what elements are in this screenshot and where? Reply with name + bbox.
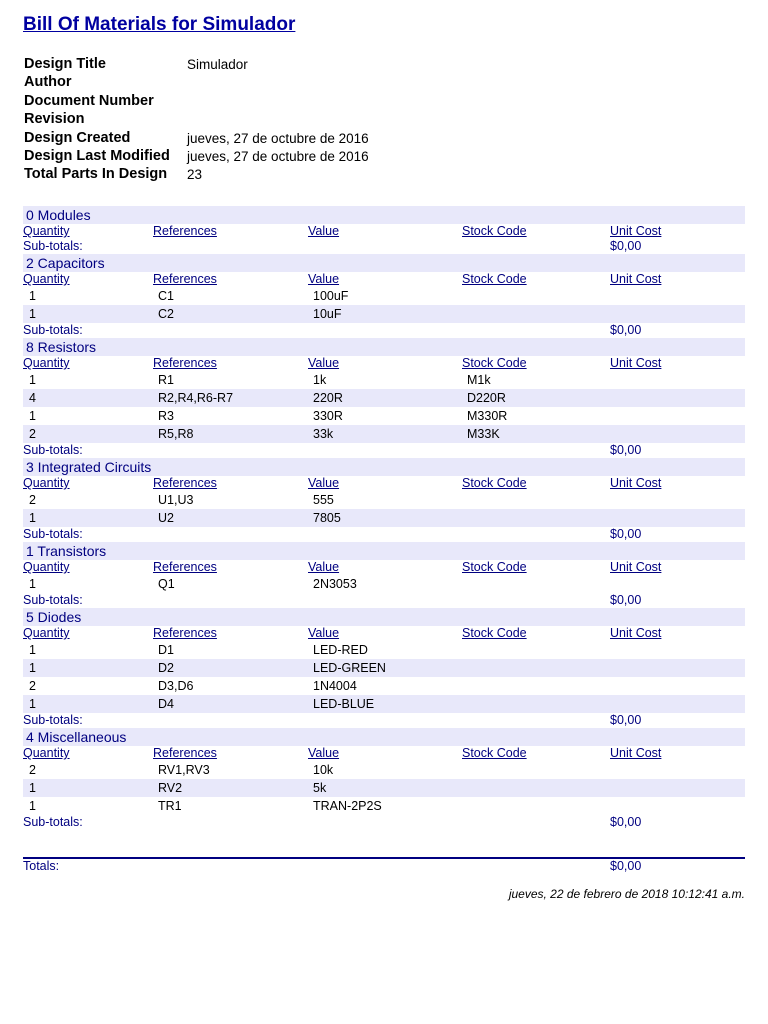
column-header-stock-code: Stock Code: [462, 476, 527, 490]
references-cell: RV2: [158, 781, 183, 795]
totals-row: [23, 859, 745, 875]
subtotal-value: $0,00: [610, 239, 642, 253]
value-cell: LED-GREEN: [313, 661, 386, 675]
subtotal-value: $0,00: [610, 713, 642, 727]
column-header-value: Value: [308, 746, 340, 760]
references-cell: U1,U3: [158, 493, 194, 507]
column-header-quantity: Quantity: [23, 560, 70, 574]
subtotal-row: [23, 713, 745, 728]
subtotal-label: Sub-totals:: [23, 443, 83, 457]
references-cell: R3: [158, 409, 174, 423]
value-cell: 100uF: [313, 289, 349, 303]
info-label: Design Last Modified: [24, 147, 170, 164]
subtotal-row: [23, 527, 745, 542]
info-label: Document Number: [24, 92, 154, 109]
value-cell: 1N4004: [313, 679, 357, 693]
subtotal-row: [23, 323, 745, 338]
subtotal-label: Sub-totals:: [23, 593, 83, 607]
value-cell: 33k: [313, 427, 334, 441]
stock-code-cell: D220R: [467, 391, 506, 405]
column-header-references: References: [153, 560, 217, 574]
subtotal-label: Sub-totals:: [23, 527, 83, 541]
value-cell: 7805: [313, 511, 341, 525]
quantity-cell: 1: [29, 511, 36, 525]
column-header-value: Value: [308, 272, 340, 286]
table-row: [23, 761, 745, 779]
table-row: [23, 695, 745, 713]
info-value: 23: [187, 167, 203, 183]
subtotal-row: [23, 443, 745, 458]
subtotal-row: [23, 593, 745, 608]
references-cell: Q1: [158, 577, 175, 591]
value-cell: 555: [313, 493, 334, 507]
column-header-references: References: [153, 746, 217, 760]
category-header: [23, 338, 745, 356]
totals-label: Totals:: [23, 859, 60, 873]
column-header-references: References: [153, 272, 217, 286]
category-title: 5 Diodes: [26, 609, 82, 625]
info-label: Design Title: [24, 56, 106, 72]
references-cell: D1: [158, 643, 174, 657]
table-row: [23, 659, 745, 677]
column-header-value: Value: [308, 356, 340, 370]
table-row: [23, 779, 745, 797]
column-header-stock-code: Stock Code: [462, 272, 527, 286]
info-label: Revision: [24, 111, 85, 128]
quantity-cell: 2: [29, 493, 36, 507]
table-row: [23, 305, 745, 323]
column-header-unit-cost: Unit Cost: [610, 476, 662, 490]
column-header-quantity: Quantity: [23, 224, 70, 238]
column-header-row: [23, 560, 745, 575]
category-header: [23, 458, 745, 476]
column-header-stock-code: Stock Code: [462, 356, 527, 370]
subtotal-value: $0,00: [610, 527, 642, 541]
table-row: [23, 491, 745, 509]
column-header-stock-code: Stock Code: [462, 224, 527, 238]
category-title: 1 Transistors: [26, 543, 107, 559]
table-row: [23, 407, 745, 425]
column-header-references: References: [153, 476, 217, 490]
quantity-cell: 1: [29, 661, 36, 675]
table-row: [23, 425, 745, 443]
subtotal-row: [23, 815, 745, 830]
column-header-quantity: Quantity: [23, 626, 70, 640]
column-header-row: [23, 746, 745, 761]
column-header-value: Value: [308, 224, 340, 238]
quantity-cell: 1: [29, 409, 36, 423]
info-value: jueves, 27 de octubre de 2016: [187, 130, 369, 146]
column-header-row: [23, 224, 745, 239]
references-cell: D4: [158, 697, 174, 711]
info-value: Simulador: [187, 57, 248, 72]
value-cell: TRAN-2P2S: [313, 799, 382, 813]
subtotal-label: Sub-totals:: [23, 815, 83, 829]
column-header-unit-cost: Unit Cost: [610, 746, 662, 760]
quantity-cell: 1: [29, 577, 36, 591]
subtotal-label: Sub-totals:: [23, 239, 83, 253]
column-header-unit-cost: Unit Cost: [610, 560, 662, 574]
category-title: 4 Miscellaneous: [26, 729, 127, 745]
subtotal-label: Sub-totals:: [23, 323, 83, 337]
value-cell: 2N3053: [313, 577, 357, 591]
column-header-quantity: Quantity: [23, 356, 70, 370]
column-header-stock-code: Stock Code: [462, 626, 527, 640]
category-title: 8 Resistors: [26, 339, 97, 355]
value-cell: 5k: [313, 781, 327, 795]
references-cell: RV1,RV3: [158, 763, 210, 777]
table-row: [23, 371, 745, 389]
column-header-quantity: Quantity: [23, 746, 70, 760]
column-header-row: [23, 356, 745, 371]
quantity-cell: 1: [29, 307, 36, 321]
category-title: 2 Capacitors: [26, 255, 105, 271]
quantity-cell: 1: [29, 373, 36, 387]
info-label: Total Parts In Design: [24, 166, 168, 183]
totals-value: $0,00: [610, 859, 642, 873]
subtotal-label: Sub-totals:: [23, 713, 83, 727]
stock-code-cell: M33K: [467, 427, 500, 441]
stock-code-cell: M330R: [467, 409, 508, 423]
category-header: [23, 254, 745, 272]
value-cell: LED-BLUE: [313, 697, 375, 711]
value-cell: 10uF: [313, 307, 342, 321]
info-value: jueves, 27 de octubre de 2016: [187, 148, 369, 164]
column-header-references: References: [153, 356, 217, 370]
column-header-value: Value: [308, 476, 340, 490]
value-cell: 10k: [313, 763, 334, 777]
report-date: jueves, 22 de febrero de 2018 10:12:41 a.m.: [508, 887, 745, 901]
column-header-stock-code: Stock Code: [462, 746, 527, 760]
subtotal-value: $0,00: [610, 815, 642, 829]
references-cell: C2: [158, 307, 174, 321]
category-header: [23, 206, 745, 224]
page-title: Bill Of Materials for Simulador: [23, 14, 296, 35]
column-header-quantity: Quantity: [23, 272, 70, 286]
column-header-references: References: [153, 626, 217, 640]
references-cell: D2: [158, 661, 174, 675]
references-cell: R2,R4,R6-R7: [158, 391, 234, 405]
column-header-references: References: [153, 224, 217, 238]
references-cell: R5,R8: [158, 427, 194, 441]
quantity-cell: 1: [29, 643, 36, 657]
value-cell: 220R: [313, 391, 343, 405]
info-label: Author: [24, 74, 72, 91]
subtotal-value: $0,00: [610, 443, 642, 457]
column-header-row: [23, 626, 745, 641]
category-title: 3 Integrated Circuits: [26, 459, 152, 475]
column-header-value: Value: [308, 560, 340, 574]
subtotal-value: $0,00: [610, 323, 642, 337]
table-row: [23, 641, 745, 659]
column-header-unit-cost: Unit Cost: [610, 626, 662, 640]
quantity-cell: 1: [29, 289, 36, 303]
quantity-cell: 2: [29, 427, 36, 441]
column-header-unit-cost: Unit Cost: [610, 272, 662, 286]
quantity-cell: 1: [29, 781, 36, 795]
column-header-row: [23, 476, 745, 491]
table-row: [23, 389, 745, 407]
references-cell: U2: [158, 511, 174, 525]
table-row: [23, 677, 745, 695]
references-cell: D3,D6: [158, 679, 194, 693]
quantity-cell: 2: [29, 679, 36, 693]
bom-table: [23, 206, 745, 830]
value-cell: 1k: [313, 373, 327, 387]
category-header: [23, 728, 745, 746]
column-header-row: [23, 272, 745, 287]
quantity-cell: 1: [29, 799, 36, 813]
table-row: [23, 509, 745, 527]
quantity-cell: 2: [29, 763, 36, 777]
subtotal-value: $0,00: [610, 593, 642, 607]
info-label: Design Created: [24, 129, 131, 146]
table-row: [23, 797, 745, 815]
category-header: [23, 608, 745, 626]
column-header-unit-cost: Unit Cost: [610, 356, 662, 370]
column-header-quantity: Quantity: [23, 476, 70, 490]
references-cell: C1: [158, 289, 174, 303]
value-cell: 330R: [313, 409, 343, 423]
references-cell: R1: [158, 373, 174, 387]
references-cell: TR1: [158, 799, 182, 813]
table-row: [23, 287, 745, 305]
quantity-cell: 1: [29, 697, 36, 711]
category-header: [23, 542, 745, 560]
column-header-value: Value: [308, 626, 340, 640]
column-header-unit-cost: Unit Cost: [610, 224, 662, 238]
category-title: 0 Modules: [26, 207, 91, 223]
stock-code-cell: M1k: [467, 373, 491, 387]
column-header-stock-code: Stock Code: [462, 560, 527, 574]
subtotal-row: [23, 239, 745, 254]
table-row: [23, 575, 745, 593]
value-cell: LED-RED: [313, 643, 368, 657]
quantity-cell: 4: [29, 391, 36, 405]
